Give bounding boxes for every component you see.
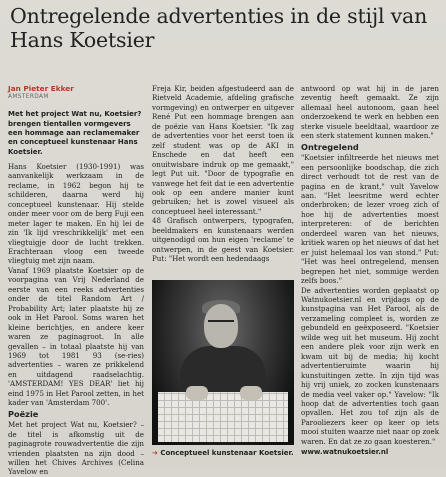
column-3 [301, 84, 439, 458]
byline: Jan Pieter Ekker [8, 84, 74, 93]
column-1-text: Hans Koetsier (1930-1991) was aanvankelijk werkzaam in de reclame, in 1962 begon hij te schilderen, daarna werd hij conceptueel kunstenaar. Hij stelde onder meer voor om de berg Fuji een meter lager te maken. En hij lei de zin 'Ik lijd vreschrikkelijk' met een vliegtuigje door de lucht trekken. Erachteraan vloog een tweede vliegtuig met zijn naam. Vanaf 1969 plaatste Koetsier op de voorpagina van Vrij Nederland de eerste van een reeks advertenties onder de titel Random Art / Probability Art; later plaatste hij ze ook in Het Parool. Soms waren het kleine berichtjes, en andere keer waren ze paginagroot. In alle gevallen – in totaal plaatste hij van 1969 tot 1981 93 (se-ries) advertenties – waren ze prikkelend en uitdagend raadselachtig. 'AMSTERDAM! YES DEAR' liet hij eind 1975 in Het Parool zetten, in het kader van 'Amsterdam 700'. [8, 161, 144, 408]
article-intro: Met het project Wat nu, Koetsier? brengen tientallen vormgevers een hommage aan reclamemaker en conceptueel kunstenaar Hans Koetsier. [8, 110, 142, 156]
column-1 [8, 84, 144, 477]
subheading-ontregelend: Ontregelend [301, 141, 359, 152]
photo-caption [152, 449, 302, 457]
subheading-poezie: Poëzie [8, 408, 39, 419]
column-1-text-2: Met het project Wat nu, Koetsier? – de titel is afkomstig uit de paginagrote rouwadvertentie die zijn vrienden plaatsten na zijn dood – willen het Chives Archives (Celina Yavelow en [8, 420, 144, 477]
arrow-icon: ➔ [152, 449, 158, 457]
article-headline: Ontregelende advertenties in de stijl van Hans Koetsier [10, 4, 428, 52]
column-3-text: antwoord op wat hij in de jaren zeventig heeft gemaakt. Ze zijn allemaal heel autonoom, gaan heel onderzoekend te werk en hebben een sterke visuele beeldtaal, waardoor ze een sterk statement kunnen maken." [301, 84, 439, 141]
column-3-text-2: "Koetsier infiltreerde het nieuws met een persoonlijke boodschap, die zich direct verhoudt tot de rest van de pagina en de krant," vult Yavelow aan. "Het leesritme werd echter onderbroken; de lezer vroeg zich of hoe hij de advertenties moest interpreteren: of de berichten onderdeel waren van het nieuws, kritiek waren op het nieuws of dat het er juist helemaal los van stond." Put: "Het was heel ontregelend, mensen begrepen het niet, sommige werden zelfs boos." De advertenties worden geplaatst op Watnukoetsier.nl en vrijdags op de kunstpagina van Het Parool, als de verzameling compleet is, worden ze gebundeld en geëxposeerd. "Koetsier wilde weg uit het museum. Hij zocht een andere plek voor zijn werk en kwam uit bij de media; hij kocht advertentieruimte waarin hij kunstuitingen zette. In zijn tijd was hij vrij uniek, zo zocken kunstenaars de media veel vaker op." Yavelow: "Ik hoop dat de advertenties toch gaan opvallen. Het zou tof zijn als de Parooliezers keer op keer op iets mooi stuiten waarze niet naar op zoek waren. En dat ze zo gaan koesteren." [301, 153, 439, 446]
photo-caption-text: Conceptueel kunstenaar Koetsier. [160, 449, 294, 457]
column-2 [152, 84, 294, 264]
portrait-photo [152, 280, 294, 445]
column-2-text: Freja Kir, beiden afgestudeerd aan de Rietveld Academie, afdeling grafische vormgeving) en ontwerper en uitgever René Put een hommage brengen aan de poëzie van Hans Koetsier. "Ik zag de advertenties voor het eerst toen ik zelf student was op de AKI in Enschede en dat heeft een onuitwisbare indruk op me gemaakt," legt Put uit. "Door de typografie en vanwege het feit dat ie een advertentie ook op een andere manier kunt gebruiken; het is zowel visueel als conceptueel heel interessant." 48 Grafisch ontwerpers, typografen, beeldmakers en kunstenaars werden uitgenodigd om hun eigen 'reclame' te ontwerpen, in de geest van Koetsier. Put: "Het wordt een hedendaags [152, 84, 294, 264]
website-link[interactable]: www.watnukoetsier.nl [301, 448, 389, 457]
dateline-location: AMSTERDAM [8, 94, 49, 100]
